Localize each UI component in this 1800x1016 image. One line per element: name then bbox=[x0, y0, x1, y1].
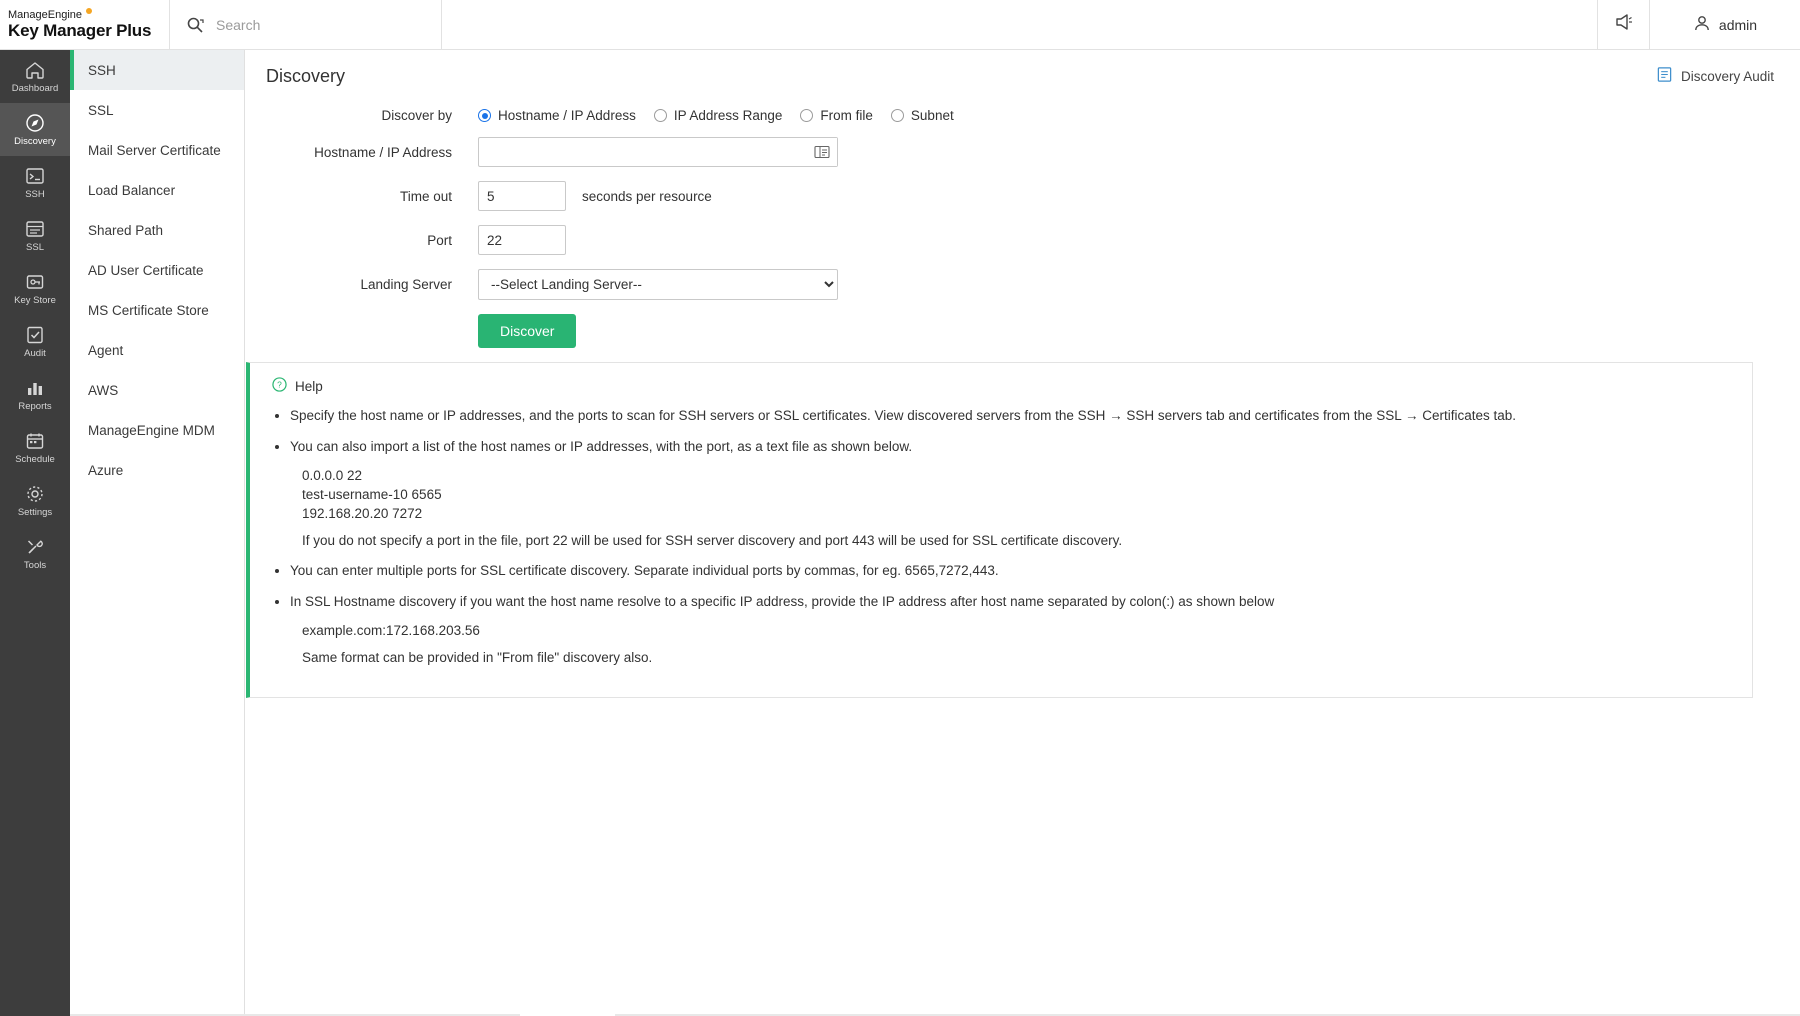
rail-label: Discovery bbox=[14, 136, 56, 147]
subnav-item-aws[interactable] bbox=[70, 370, 244, 410]
subnav-label: AD User Certificate bbox=[88, 262, 204, 278]
subnav-item-agent[interactable] bbox=[70, 330, 244, 370]
subnav-item-load-balancer[interactable] bbox=[70, 170, 244, 210]
help-title bbox=[272, 377, 1730, 395]
ssl-icon bbox=[24, 218, 46, 240]
timeout-label: Time out bbox=[399, 188, 452, 204]
subnav-label: Agent bbox=[88, 342, 124, 358]
rail-item-reports[interactable] bbox=[0, 368, 70, 421]
radio-dot-icon bbox=[654, 109, 667, 122]
hostname-input-wrapper bbox=[478, 137, 838, 167]
radio-ip-address-range[interactable] bbox=[654, 108, 783, 123]
subnav-item-ssh[interactable] bbox=[70, 50, 244, 90]
main-content bbox=[246, 50, 1800, 1016]
help-list-2 bbox=[290, 560, 1730, 612]
help-bullet-4: • In SSL Hostname discovery if you want the host name resolve to a specific IP address, provide the IP address after host name separated by colon(:) as shown below bbox=[290, 591, 1730, 612]
discover-button[interactable]: Discover bbox=[478, 314, 576, 348]
timeout-row bbox=[246, 181, 1800, 211]
primary-nav-rail bbox=[0, 50, 70, 1016]
discover-action-row bbox=[246, 314, 1800, 348]
page-title: Discovery bbox=[266, 65, 346, 86]
discovery-icon bbox=[24, 112, 46, 134]
help-example: example.com:172.168.203.56 bbox=[302, 623, 480, 638]
help-title-label: Help bbox=[295, 378, 323, 394]
user-icon bbox=[1693, 14, 1711, 35]
audit-report-icon bbox=[1656, 66, 1673, 86]
audit-icon bbox=[24, 324, 46, 346]
brand-product: Key Manager Plus bbox=[8, 20, 152, 40]
subnav-item-ssl[interactable] bbox=[70, 90, 244, 130]
discover-by-label: Discover by bbox=[381, 108, 452, 123]
subnav-label: SSL bbox=[88, 102, 114, 118]
rail-label: SSH bbox=[25, 189, 45, 200]
help-bullet-2: • You can also import a list of the host names or IP addresses, with the port, as a text file as shown below. bbox=[290, 436, 1730, 457]
rail-item-audit[interactable] bbox=[0, 315, 70, 368]
help-bullet-1: • Specify the host name or IP addresses, and the ports to scan for SSH servers or SSL certificates. View discovered servers from the SSH → SSH servers tab and certificates from the SSL → Certificates tab. bbox=[290, 405, 1730, 426]
user-name: admin bbox=[1718, 16, 1758, 33]
schedule-icon bbox=[24, 430, 46, 452]
rail-label: Key Store bbox=[14, 295, 56, 306]
timeout-input[interactable] bbox=[478, 181, 566, 211]
subnav-item-azure[interactable] bbox=[70, 450, 244, 490]
subnav-label: SSH bbox=[88, 62, 116, 78]
radio-dot-icon bbox=[478, 109, 491, 122]
help-panel bbox=[246, 362, 1753, 698]
discovery-audit-label: Discovery Audit bbox=[1680, 68, 1774, 84]
port-row bbox=[246, 225, 1800, 255]
radio-label: Hostname / IP Address bbox=[498, 108, 636, 123]
page-header bbox=[246, 50, 1800, 102]
timeout-unit-label: seconds per resource bbox=[582, 188, 712, 204]
help-list bbox=[290, 405, 1730, 457]
key-store-icon bbox=[24, 271, 46, 293]
svg-text:?: ? bbox=[277, 379, 282, 390]
radio-label: Subnet bbox=[910, 108, 954, 123]
search-bar[interactable] bbox=[170, 0, 442, 49]
help-code-line: 192.168.20.20 7272 bbox=[302, 506, 423, 521]
top-bar bbox=[0, 0, 1800, 50]
rail-item-tools[interactable] bbox=[0, 527, 70, 580]
hostname-label: Hostname / IP Address bbox=[314, 144, 452, 160]
radio-dot-icon bbox=[800, 109, 813, 122]
subnav-label: Shared Path bbox=[88, 222, 164, 238]
help-code-line: test-username-10 6565 bbox=[302, 487, 442, 502]
discover-by-radio-group bbox=[478, 108, 954, 123]
rail-item-schedule[interactable] bbox=[0, 421, 70, 474]
announcement-button[interactable] bbox=[1598, 0, 1650, 49]
subnav-item-ad-user-certificate[interactable] bbox=[70, 250, 244, 290]
rail-item-dashboard[interactable] bbox=[0, 50, 70, 103]
subnav-label: Mail Server Certificate bbox=[88, 142, 221, 158]
help-bullet-3: • You can enter multiple ports for SSL certificate discovery. Separate individual ports by commas, for eg. 6565,7272,443. bbox=[290, 560, 1730, 581]
subnav-label: Load Balancer bbox=[88, 182, 176, 198]
rail-label: Audit bbox=[24, 348, 46, 359]
announcement-icon bbox=[1614, 12, 1634, 37]
help-code-line: 0.0.0.0 22 bbox=[302, 468, 363, 483]
tools-icon bbox=[24, 536, 46, 558]
discover-by-row bbox=[246, 108, 1800, 123]
rail-label: Schedule bbox=[15, 454, 55, 465]
reports-icon bbox=[24, 377, 46, 399]
subnav-label: Azure bbox=[88, 462, 124, 478]
search-input[interactable] bbox=[214, 16, 414, 34]
help-code-sample bbox=[302, 467, 1730, 523]
subnav-item-manageengine-mdm[interactable] bbox=[70, 410, 244, 450]
rail-item-ssl[interactable] bbox=[0, 209, 70, 262]
secondary-nav bbox=[70, 50, 245, 1016]
hostname-input[interactable] bbox=[478, 137, 838, 167]
rail-label: Settings bbox=[17, 507, 53, 518]
ssh-icon bbox=[24, 165, 46, 187]
help-note-ports: If you do not specify a port in the file, port 22 will be used for SSH server discovery and port 443 will be used for SSL certificate discovery. bbox=[302, 533, 1123, 548]
rail-item-ssh[interactable] bbox=[0, 156, 70, 209]
discovery-form bbox=[246, 102, 1800, 348]
rail-label: Tools bbox=[23, 560, 47, 571]
radio-hostname-ip-address[interactable] bbox=[478, 108, 636, 123]
subnav-label: MS Certificate Store bbox=[88, 302, 209, 318]
subnav-label: AWS bbox=[88, 382, 119, 398]
rail-label: Reports bbox=[18, 401, 52, 412]
radio-dot-icon bbox=[891, 109, 904, 122]
discovery-audit-link[interactable] bbox=[1656, 66, 1774, 86]
brand-vendor: ManageEngine bbox=[8, 8, 83, 21]
rail-item-key-store[interactable] bbox=[0, 262, 70, 315]
rail-label: SSL bbox=[26, 242, 44, 253]
radio-label: From file bbox=[820, 108, 873, 123]
hostname-row bbox=[246, 137, 1800, 167]
top-bar-spacer bbox=[442, 0, 1598, 49]
subnav-item-shared-path[interactable] bbox=[70, 210, 244, 250]
gear-icon bbox=[24, 483, 46, 505]
radio-subnet[interactable] bbox=[891, 108, 954, 123]
radio-label: IP Address Range bbox=[673, 108, 783, 123]
list-picker-icon[interactable] bbox=[807, 138, 837, 166]
brand-logo[interactable] bbox=[0, 0, 170, 49]
subnav-item-mail-server-certificate[interactable] bbox=[70, 130, 244, 170]
search-icon[interactable] bbox=[186, 16, 204, 34]
port-input[interactable] bbox=[478, 225, 566, 255]
port-label: Port bbox=[427, 232, 452, 248]
landing-server-row bbox=[246, 269, 1800, 300]
home-icon bbox=[24, 59, 46, 81]
rail-label: Dashboard bbox=[11, 83, 59, 94]
rail-item-settings[interactable] bbox=[0, 474, 70, 527]
user-menu[interactable] bbox=[1650, 0, 1800, 49]
help-note-format: Same format can be provided in "From file" discovery also. bbox=[302, 650, 653, 665]
help-icon bbox=[272, 377, 287, 395]
brand-dot-icon bbox=[86, 8, 92, 14]
landing-server-select[interactable] bbox=[478, 269, 838, 300]
landing-server-label: Landing Server bbox=[360, 277, 452, 292]
rail-item-discovery[interactable] bbox=[0, 103, 70, 156]
radio-from-file[interactable] bbox=[800, 108, 873, 123]
subnav-label: ManageEngine MDM bbox=[88, 422, 215, 438]
subnav-item-ms-certificate-store[interactable] bbox=[70, 290, 244, 330]
